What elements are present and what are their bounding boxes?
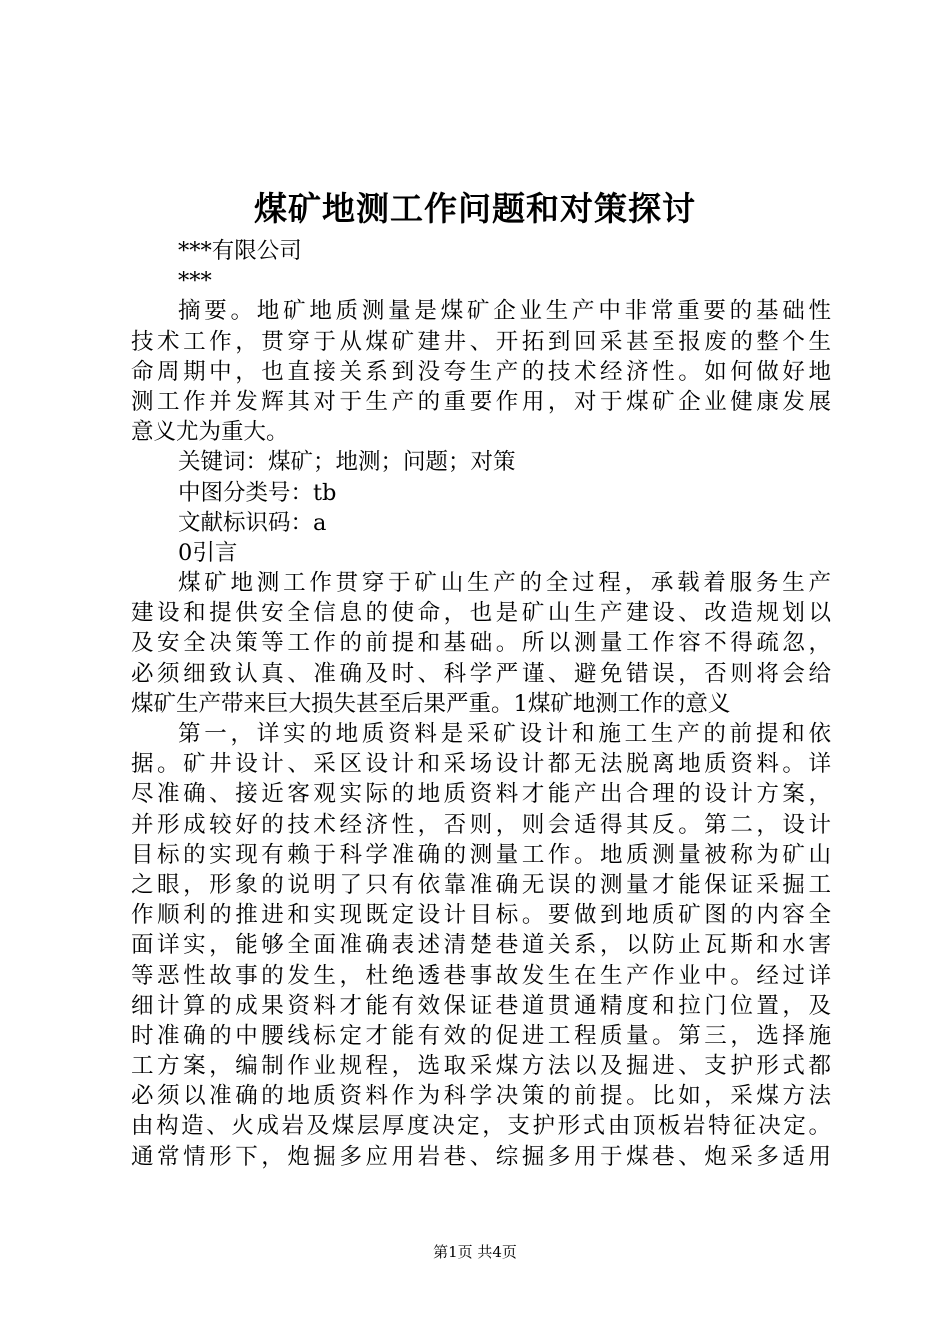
paragraph-line: 时准确的中腰线标定才能有效的促进工程质量。第三，选择施 <box>131 1022 831 1049</box>
section-heading: 0引言 <box>178 539 238 566</box>
abstract-line: 摘要。地矿地质测量是煤矿企业生产中非常重要的基础性 <box>178 298 831 325</box>
paragraph-line: 尽准确、接近客观实际的地质资料才能产出合理的设计方案， <box>131 781 831 808</box>
document-title: 煤矿地测工作问题和对策探讨 <box>254 189 696 228</box>
paragraph-line: 之眼，形象的说明了只有依靠准确无误的测量才能保证采掘工 <box>131 871 831 898</box>
paragraph-line: 建设和提供安全信息的使命，也是矿山生产建设、改造规划以 <box>131 600 831 627</box>
abstract-line: 意义尤为重大。 <box>131 419 289 446</box>
classification-number: 中图分类号：tb <box>178 479 337 506</box>
author: *** <box>178 268 212 295</box>
paragraph-line: 必须以准确的地质资料作为科学决策的前提。比如，采煤方法 <box>131 1083 831 1110</box>
paragraph-line: 煤矿地测工作贯穿于矿山生产的全过程，承载着服务生产 <box>178 570 831 597</box>
paragraph-line: 必须细致认真、准确及时、科学严谨、避免错误，否则将会给 <box>131 660 831 687</box>
paragraph-line: 第一，详实的地质资料是采矿设计和施工生产的前提和依 <box>178 721 831 747</box>
document-code: 文献标识码：a <box>178 509 327 536</box>
paragraph-line: 目标的实现有赖于科学准确的测量工作。地质测量被称为矿山 <box>131 841 831 868</box>
author-org: ***有限公司 <box>178 238 302 264</box>
document-body <box>131 236 831 1172</box>
keywords: 关键词：煤矿；地测；问题；对策 <box>178 449 516 476</box>
paragraph-line: 通常情形下，炮掘多应用岩巷、综掘多用于煤巷、炮采多适用 <box>131 1143 831 1170</box>
paragraph-line: 煤矿生产带来巨大损失甚至后果严重。1煤矿地测工作的意义 <box>131 690 731 717</box>
abstract-line: 命周期中，也直接关系到没夸生产的技术经济性。如何做好地 <box>131 358 831 385</box>
paragraph-line: 并形成较好的技术经济性，否则，则会适得其反。第二，设计 <box>131 811 831 838</box>
abstract-line: 技术工作，贯穿于从煤矿建井、开拓到回采甚至报废的整个生 <box>131 328 831 355</box>
abstract-line: 测工作并发辉其对于生产的重要作用，对于煤矿企业健康发展 <box>131 388 831 415</box>
paragraph-line: 由构造、火成岩及煤层厚度决定，支护形式由顶板岩特征决定。 <box>131 1113 831 1140</box>
paragraph-line: 细计算的成果资料才能有效保证巷道贯通精度和拉门位置，及 <box>131 992 831 1019</box>
page-footer: 第1页 共4页 <box>433 1243 517 1261</box>
paragraph-line: 工方案，编制作业规程，选取采煤方法以及掘进、支护形式都 <box>131 1053 831 1080</box>
paragraph-line: 面详实，能够全面准确表述清楚巷道关系，以防止瓦斯和水害 <box>131 932 831 959</box>
paragraph-line: 及安全决策等工作的前提和基础。所以测量工作容不得疏忽， <box>131 630 831 657</box>
paragraph-line: 作顺利的推进和实现既定设计目标。要做到地质矿图的内容全 <box>131 902 831 929</box>
paragraph-line: 等恶性故事的发生，杜绝透巷事故发生在生产作业中。经过详 <box>131 962 831 989</box>
paragraph-line: 据。矿井设计、采区设计和采场设计都无法脱离地质资料。详 <box>131 751 831 778</box>
